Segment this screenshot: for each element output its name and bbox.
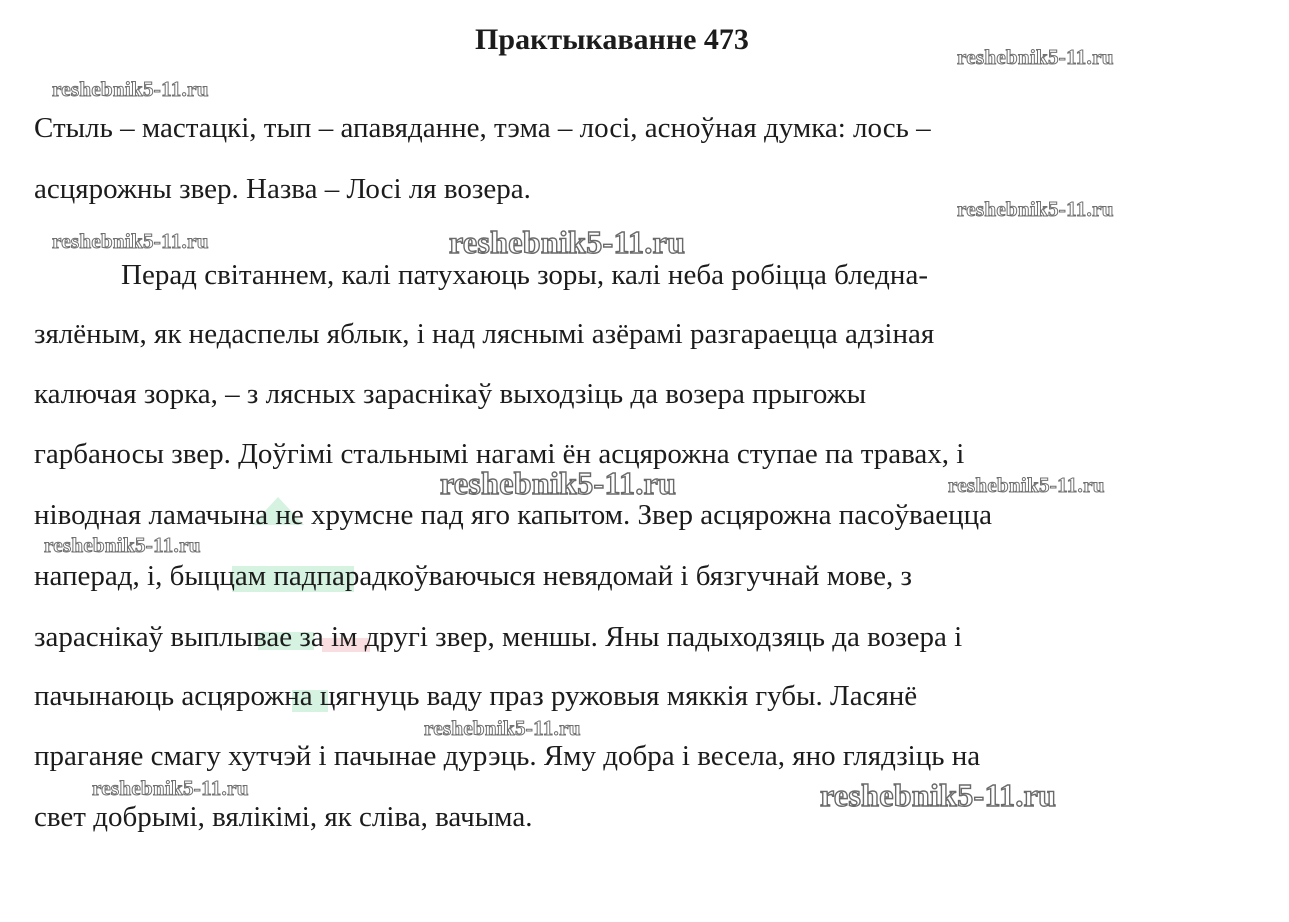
text-line-7: зараснікаў выплывае за ім другі звер, меншы. Яны падыходзяць да возера і (34, 621, 963, 653)
text-line-6: наперад, і, быццам падпарадкоўваючыся невядомай і бязгучнай мове, з (34, 560, 912, 592)
watermark: reshebnik5-11.ru (52, 77, 209, 101)
text-line-10: свет добрымі, вялікімі, як сліва, вачыма. (34, 801, 533, 833)
summary-line-2: асцярожны звер. Назва – Лосі ля возера. (34, 173, 531, 205)
watermark: reshebnik5-11.ru (92, 776, 249, 800)
text-line-5: ніводная ламачына не хрумсне пад яго капытом. Звер асцярожна пасоўваецца (34, 499, 992, 531)
text-line-9: праганяе смагу хутчэй і пачынае дурэць. Яму добра і весела, яно глядзіць на (34, 740, 981, 772)
watermark: reshebnik5-11.ru (948, 473, 1105, 497)
page-title: Практыкаванне 473 (475, 23, 749, 56)
watermark: reshebnik5-11.ru (957, 197, 1114, 221)
watermark: reshebnik5-11.ru (820, 777, 1057, 813)
watermark: reshebnik5-11.ru (52, 229, 209, 253)
text-line-2: зялёным, як недаспелы яблык, і над ляснымі азёрамі разгараецца адзіная (34, 318, 935, 350)
text-line-3: калючая зорка, – з лясных зараснікаў выходзіць да возера прыгожы (34, 378, 867, 410)
watermark: reshebnik5-11.ru (440, 465, 677, 501)
text-line-4: гарбаносы звер. Доўгімі стальнымі нагамі ён асцярожна ступае па травах, і (34, 438, 965, 470)
watermark: reshebnik5-11.ru (424, 716, 581, 740)
text-line-8: пачынаюць асцярожна цягнуць ваду праз ружовыя мяккія губы. Ласянё (34, 680, 918, 712)
text-line-1: Перад світаннем, калі патухаюць зоры, калі неба робіцца бледна- (121, 259, 928, 291)
watermark: reshebnik5-11.ru (449, 224, 686, 260)
watermark: reshebnik5-11.ru (44, 533, 201, 557)
watermark: reshebnik5-11.ru (957, 45, 1114, 69)
summary-line-1: Стыль – мастацкі, тып – апавяданне, тэма – лосі, асноўная думка: лось – (34, 112, 931, 144)
